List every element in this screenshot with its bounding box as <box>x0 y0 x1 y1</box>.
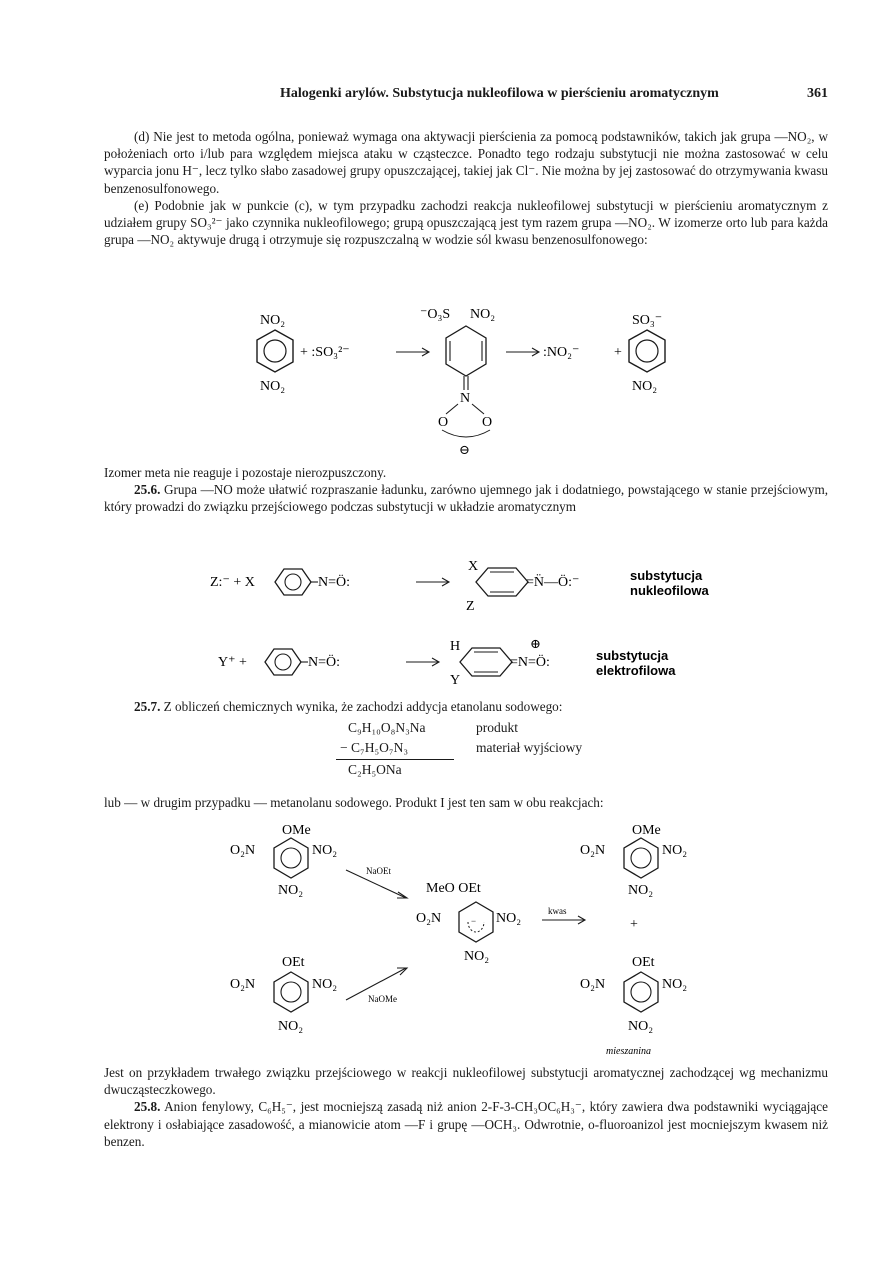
oet-label-1: OEt <box>282 955 305 970</box>
no2-label-1b: NO₂ <box>278 883 304 898</box>
formula-line-2-label: materiał wyjściowy <box>476 740 583 755</box>
positive-charge: ⊕ <box>530 636 541 651</box>
no2-label-4b: NO₂ <box>628 1019 654 1034</box>
sum-rule <box>336 759 454 760</box>
sulfite-reagent: + :SO₃²⁻ <box>300 345 350 360</box>
label-electrophilic: substytucja elektrofilowa <box>596 648 676 678</box>
no2-intermediate: NO₂ <box>470 307 496 322</box>
no2-label-1a: NO₂ <box>312 843 338 858</box>
paragraph-25-6 <box>104 464 828 516</box>
no2-label-3b: NO₂ <box>628 883 654 898</box>
no2-label-3a: NO₂ <box>662 843 688 858</box>
o2n-label-2: O₂N <box>230 977 256 992</box>
trinitrophenetole <box>230 955 337 1034</box>
section-25-8-number: 25.8. <box>134 1099 161 1115</box>
scheme-meisenheimer <box>220 818 730 1058</box>
scheme-sulfonation <box>200 298 720 458</box>
nitrite-product: :NO₂⁻ <box>543 345 580 360</box>
nitroso-cation: =N=Ö: <box>510 655 550 670</box>
kwas-label: kwas <box>548 906 567 916</box>
no2-label-mid-a: NO₂ <box>496 911 522 926</box>
ome-label-2: OMe <box>632 823 661 838</box>
negative-charge: ⊖ <box>459 442 470 457</box>
no2-bottom-left: NO₂ <box>260 379 286 394</box>
svg-text:−: − <box>471 916 477 926</box>
row1-reagents: Z:⁻ + X <box>210 575 255 590</box>
section-25-6-text: Grupa —NO może ułatwić rozpraszanie ładunku, zarówno ujemnego jak i dodatniego, powstającego w stanie przejściowym, który prowadzi do związku przejściowego podczas substytucji w układzie aromatycznym <box>104 482 829 515</box>
plus-sign: + <box>614 345 622 360</box>
meo-oet-label: MeO OEt <box>426 881 481 896</box>
meisenheimer-complex <box>416 881 521 964</box>
paragraph-25-7b <box>104 794 828 811</box>
nitroso-group-1: N=Ö: <box>318 575 351 590</box>
o2n-label-1: O₂N <box>230 843 256 858</box>
no2-top-left: NO₂ <box>260 313 286 328</box>
oet-label-2: OEt <box>632 955 655 970</box>
no2-label-mid-b: NO₂ <box>464 949 490 964</box>
formula-line-2: − C₇H₅O₇N₃ <box>340 740 409 755</box>
section-25-8-text: Anion fenylowy, C₆H₅⁻, jest mocniejszą zasadą niż anion 2-F-3-CH₃OC₆H₃⁻, który zawiera dwa podstawniki wyciągające elektrony i osłabiające zasadowość, a mianowicie atom —F i grupę —OCH₃. Odwrotnie, o-fluoroanizol jest mocniejszym kwasem niż benzen. <box>104 1099 828 1149</box>
page-number: 361 <box>807 86 828 101</box>
no2-bottom-right: NO₂ <box>632 379 658 394</box>
formula-result: C₂H₅ONa <box>348 762 402 777</box>
product-phenetole <box>580 955 687 1034</box>
running-title: Halogenki arylów. Substytucja nukleofilowa w pierścieniu aromatycznym <box>280 86 719 101</box>
h-substituent: H <box>450 639 461 654</box>
trinitroanisole <box>230 823 337 898</box>
nitroso-anion: =N̈—Ö:⁻ <box>526 575 580 590</box>
oxygen-left: O <box>438 415 449 430</box>
o2n-label-4: O₂N <box>580 977 606 992</box>
o3s-label: ⁻O₃S <box>420 307 451 322</box>
nitroso-group-2: N=Ö: <box>308 655 341 670</box>
section-25-7-number: 25.7. <box>134 699 161 714</box>
naoet-label: NaOEt <box>366 866 391 876</box>
label-nucleophilic: substytucja nukleofilowa <box>630 568 709 598</box>
arrow-1 <box>396 348 429 356</box>
arrow-2 <box>506 348 539 356</box>
product-anisole <box>580 823 687 898</box>
jest-text: Jest on przykładem trwałego związku przejściowego w reakcji nukleofilowej substytucji aromatycznej zachodzącej wg mechanizmu dwucząsteczkowego. <box>104 1065 828 1098</box>
left-benzene-ring <box>257 313 293 394</box>
meta-note: Izomer meta nie reaguje i pozostaje nierozpuszczony. <box>104 465 387 480</box>
o2n-label-mid: O₂N <box>416 911 442 926</box>
intermediate-structure <box>420 307 495 457</box>
naome-label: NaOMe <box>368 994 397 1004</box>
plus-sign-products: + <box>630 917 638 932</box>
formula-line-1: C₉H₁₀O₈N₃Na <box>348 720 426 735</box>
no2-label-4a: NO₂ <box>662 977 688 992</box>
paragraph-d <box>104 128 828 248</box>
paragraph-closing <box>104 1064 828 1150</box>
paragraph-d-text: (d) Nie jest to metoda ogólna, ponieważ wymaga ona aktywacji pierścienia za pomocą podstawników, takich jak grupa —NO₂, w położeniach orto i/lub para względem miejsca ataku w cząsteczce. Ponadto tego rodzaju substytucji nie można zastosować w celu wyparcia jonu H⁻, lecz tylko słabo zasadowej grupy opuszczającej, takiej jak Cl⁻. Nie można by jej zastosować do otrzymywania kwasu benzenosulfonowego. <box>104 129 828 196</box>
nitrogen-label: N <box>460 391 471 406</box>
section-25-6-number: 25.6. <box>134 482 161 498</box>
right-benzene-ring <box>629 313 665 394</box>
section-25-7b-text: lub — w drugim przypadku — metanolanu sodowego. Produkt I jest ten sam w obu reakcjach: <box>104 795 604 810</box>
section-25-7-text: Z obliczeń chemicznych wynika, że zachodzi addycja etanolanu sodowego: <box>163 699 563 714</box>
ome-label-1: OMe <box>282 823 311 838</box>
no2-label-2a: NO₂ <box>312 977 338 992</box>
x-substituent: X <box>468 559 479 574</box>
so3-label: SO₃⁻ <box>632 313 663 328</box>
no2-label-2b: NO₂ <box>278 1019 304 1034</box>
oxygen-right: O <box>482 415 493 430</box>
paragraph-e-text: (e) Podobnie jak w punkcie (c), w tym przypadku zachodzi reakcja nukleofilowej substytucji w pierścieniu aromatycznym z udziałem grupy SO₃²⁻ jako czynnika nukleofilowego; grupą opuszczającą jest tym razem grupa —NO₂. W izomerze orto lub para każda grupa —NO₂ aktywuje drugą i otrzymuje się rozpuszczalną w wodzie sól kwasu benzenosulfonowego: <box>104 197 828 248</box>
z-substituent: Z <box>466 599 475 614</box>
paragraph-25-7 <box>104 698 828 715</box>
mixture-caption: mieszanina <box>606 1046 651 1057</box>
row2-reagents: Y⁺ + <box>218 655 247 670</box>
formula-line-1-label: produkt <box>476 720 518 735</box>
page-header <box>280 86 828 102</box>
y-substituent: Y <box>450 673 461 688</box>
scheme-nitroso <box>210 552 730 697</box>
o2n-label-3: O₂N <box>580 843 606 858</box>
